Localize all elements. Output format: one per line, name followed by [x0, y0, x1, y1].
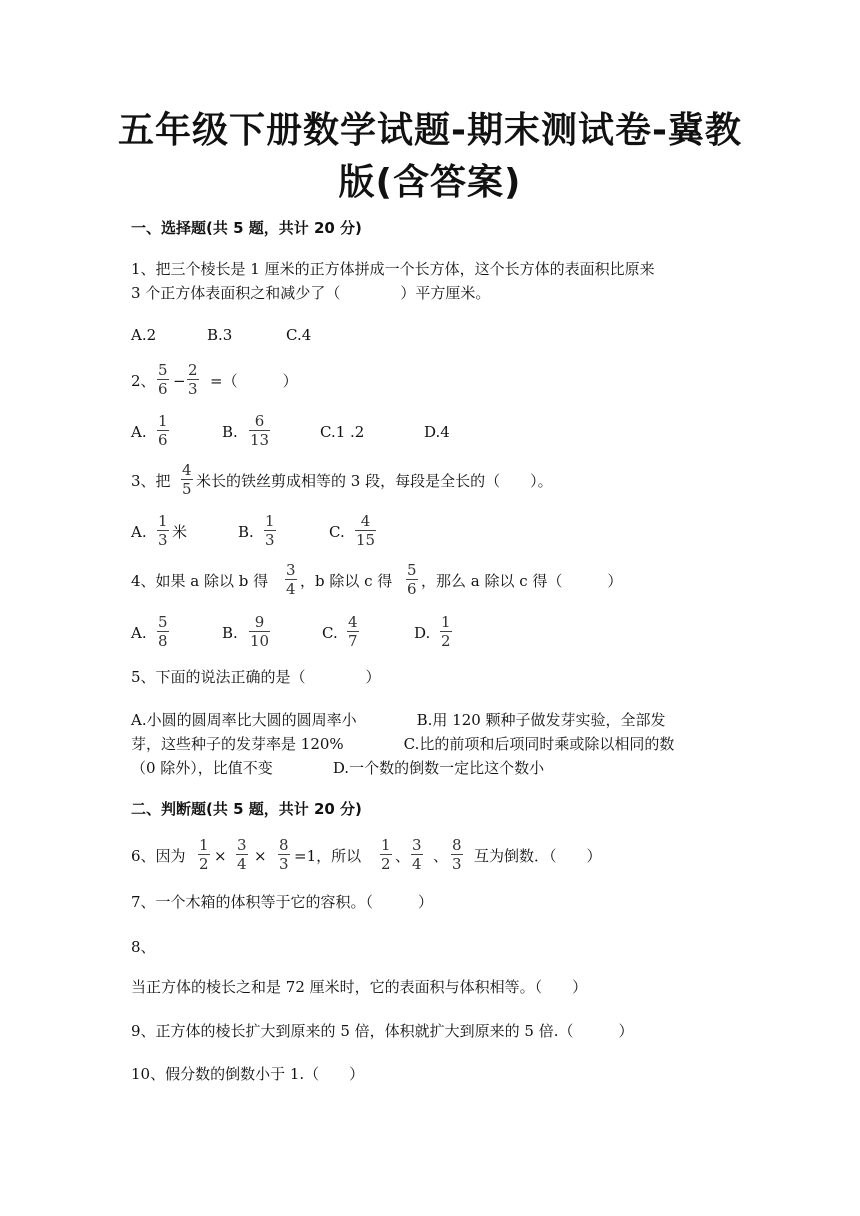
numerator: 3 [286, 561, 296, 579]
denominator: 5 [182, 480, 192, 498]
q1-option-c: C.4 [286, 326, 312, 344]
q6-fraction-1 [198, 837, 210, 872]
numerator: 1 [265, 512, 275, 530]
q4-option-a-fraction [157, 614, 169, 649]
q2-option-a-label: A. [131, 423, 147, 441]
q6-fraction-2 [236, 837, 248, 872]
numerator: 5 [158, 613, 168, 631]
minus-sign: − [173, 372, 186, 390]
denominator: 6 [158, 431, 168, 449]
q6-fraction-6 [451, 837, 463, 872]
q4-option-a-label: A. [131, 624, 147, 642]
q3-option-a-fraction [157, 513, 169, 548]
denominator: 15 [356, 531, 376, 549]
q2-option-d: D.4 [424, 423, 450, 441]
q1-option-b: B.3 [207, 326, 233, 344]
section-heading-judgement: 二、判断题(共 5 题，共计 20 分) [131, 800, 362, 818]
numerator: 3 [412, 836, 422, 854]
question-10: 10、假分数的倒数小于 1.（ ） [131, 1065, 365, 1083]
q2-suffix: =（ ） [210, 372, 298, 390]
question-9: 9、正方体的棱长扩大到原来的 5 倍，体积就扩大到原来的 5 倍.（ ） [131, 1022, 634, 1040]
q4-option-b-label: B. [222, 624, 238, 642]
q3-fraction [181, 462, 193, 497]
q4-option-d-label: D. [414, 624, 431, 642]
q4-prefix: 4、如果 a 除以 b 得 [131, 572, 269, 590]
page-title-line-1: 五年级下册数学试题-期末测试卷-冀教 [118, 110, 742, 151]
q3-option-a-unit: 米 [172, 523, 188, 541]
q6-fraction-5 [411, 837, 423, 872]
numerator: 1 [158, 412, 168, 430]
numerator: 4 [348, 613, 358, 631]
numerator: 1 [381, 836, 391, 854]
denominator: 6 [158, 380, 168, 398]
numerator: 3 [237, 836, 247, 854]
q4-middle: ，b 除以 c 得 [300, 572, 393, 590]
section-heading-choice: 一、选择题(共 5 题，共计 20 分) [131, 219, 362, 237]
denominator: 6 [407, 580, 417, 598]
numerator: 1 [199, 836, 209, 854]
q3-option-c-fraction [355, 513, 376, 548]
numerator: 4 [182, 461, 192, 479]
q2-option-b-label: B. [222, 423, 238, 441]
q1-option-a: A.2 [131, 326, 157, 344]
q6-fraction-3 [278, 837, 290, 872]
q5-options-line-3: （0 除外），比值不变 D.一个数的倒数一定比这个数小 [131, 759, 545, 777]
q4-fraction-2 [406, 562, 418, 597]
numerator: 2 [188, 361, 198, 379]
q4-option-b-fraction [249, 614, 270, 649]
q3-option-a-label: A. [131, 523, 147, 541]
denominator: 3 [265, 531, 275, 549]
denominator: 10 [250, 632, 270, 650]
q6-prefix: 6、因为 [131, 847, 186, 865]
q2-option-b-fraction [249, 413, 270, 448]
q4-suffix: ，那么 a 除以 c 得（ ） [421, 572, 623, 590]
q2-option-c: C.1 .2 [320, 423, 365, 441]
separator-2: 、 [433, 847, 449, 865]
q3-option-c-label: C. [329, 523, 345, 541]
q2-option-a-fraction [157, 413, 169, 448]
q4-option-c-fraction [347, 614, 359, 649]
numerator: 1 [158, 512, 168, 530]
q2-fraction-2 [187, 362, 199, 397]
denominator: 3 [188, 380, 198, 398]
question-7: 7、一个木箱的体积等于它的容积。（ ） [131, 893, 434, 911]
numerator: 4 [360, 512, 371, 530]
q6-middle: =1，所以 [294, 847, 362, 865]
denominator: 2 [441, 632, 451, 650]
question-8-text: 当正方体的棱长之和是 72 厘米时，它的表面积与体积相等。（ ） [131, 978, 588, 996]
denominator: 8 [158, 632, 168, 650]
numerator: 1 [441, 613, 451, 631]
denominator: 3 [158, 531, 168, 549]
question-8-number: 8、 [131, 938, 156, 956]
page-title-line-2: 版(含答案) [338, 162, 522, 203]
q6-fraction-4 [380, 837, 392, 872]
q6-suffix: 互为倒数．（ ） [474, 847, 602, 865]
denominator: 4 [286, 580, 296, 598]
q5-options-line-2: 芽，这些种子的发芽率是 120% C.比的前项和后项同时乘或除以相同的数 [131, 735, 675, 753]
numerator: 8 [452, 836, 462, 854]
denominator: 3 [279, 855, 289, 873]
times-sign-2: × [254, 847, 267, 865]
denominator: 4 [237, 855, 247, 873]
numerator: 6 [254, 412, 265, 430]
q5-options-line-1: A.小圆的圆周率比大圆的圆周率小 B.用 120 颗种子做发芽实验，全部发 [131, 711, 666, 729]
denominator: 2 [381, 855, 391, 873]
question-1-line-1: 1、把三个棱长是 1 厘米的正方体拼成一个长方体，这个长方体的表面积比原来 [131, 260, 655, 278]
numerator: 8 [279, 836, 289, 854]
denominator: 2 [199, 855, 209, 873]
question-1-line-2: 3 个正方体表面积之和减少了（ ）平方厘米。 [131, 284, 491, 302]
q3-option-b-fraction [264, 513, 276, 548]
q4-fraction-1 [285, 562, 297, 597]
q2-fraction-1 [157, 362, 169, 397]
q3-prefix: 3、把 [131, 472, 171, 490]
times-sign-1: × [214, 847, 227, 865]
q3-suffix: 米长的铁丝剪成相等的 3 段，每段是全长的（ ）。 [196, 472, 553, 490]
denominator: 3 [452, 855, 462, 873]
separator-1: 、 [395, 847, 411, 865]
numerator: 9 [254, 613, 265, 631]
numerator: 5 [407, 561, 417, 579]
question-5-stem: 5、下面的说法正确的是（ ） [131, 668, 381, 686]
q2-prefix: 2、 [131, 372, 156, 390]
q4-option-c-label: C. [322, 624, 338, 642]
denominator: 7 [348, 632, 358, 650]
q3-option-b-label: B. [238, 523, 254, 541]
denominator: 4 [412, 855, 422, 873]
numerator: 5 [158, 361, 168, 379]
denominator: 13 [250, 431, 270, 449]
q4-option-d-fraction [440, 614, 452, 649]
